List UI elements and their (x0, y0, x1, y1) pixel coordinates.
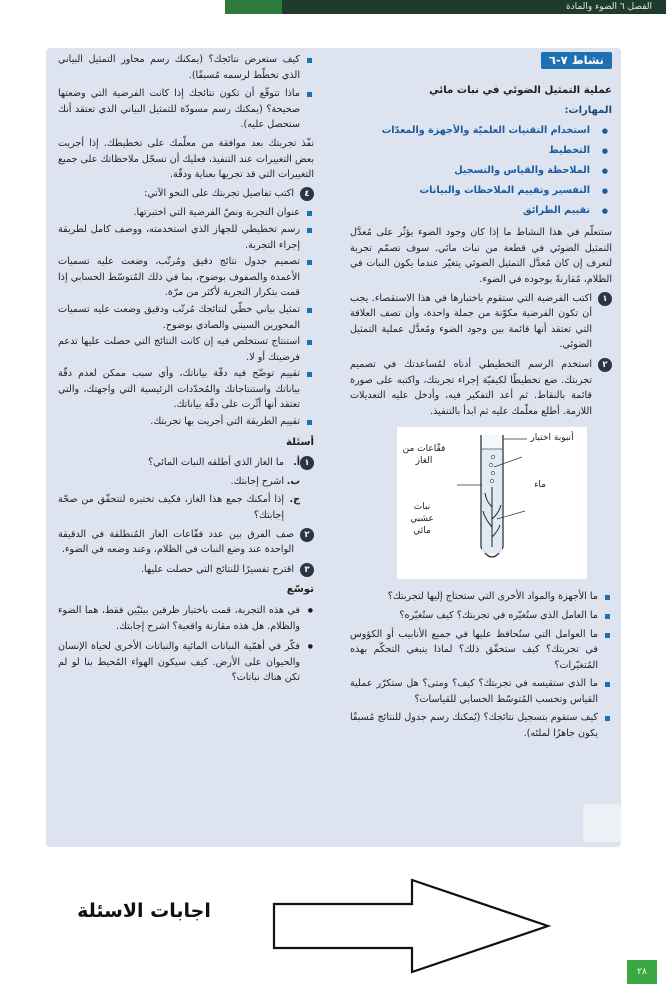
intro-text: ستتعلّم في هذا النشاط ما إذا كان وجود الضوء يؤثّر على مُعدَّل التمثيل الضوئي في قطعة من نبات مائي. سوف تصمّم تجربة لتعرف إن كان مُعدَّل التمثيل الضوئي يتغيّر عندما يكون النبات في الظلام، مُقارنةً بوجوده في الضوء. (350, 227, 612, 285)
list-item: تمثيل بياني خطّي لنتائجك مُرتّب ودقيق وضعت عليه تسميات المحورين السيني والصادي بوضوح. (58, 302, 314, 333)
list-item: ما الذي ستقيسه في تجربتك؟ كيف؟ ومتى؟ هل ستكرّر عملية القياس وتحسب المُتوسّط الحسابي للقياسات؟ (350, 676, 612, 707)
question-letter: ب. (286, 475, 300, 487)
question-number: ٣ (300, 563, 314, 577)
step-text: اكتب تفاصيل تجربتك على النحو الآتي: (144, 187, 294, 199)
right-column (350, 52, 612, 745)
list-item: ماذا تتوقّع أن تكون نتائجك إذا كانت الفرضية التي وضعتها صحيحة؟ (يمكنك رسم مسودّة للتمثيل البياني الذي تعتقد أنك ستحصل عليه). (58, 86, 314, 133)
question-letter: أ. (293, 457, 300, 469)
skill-item: ● تقييم الطرائق (350, 201, 612, 221)
question-text: ما الغاز الذي أطلقه النبات المائي؟ (148, 457, 284, 469)
step-text: استخدم الرسم التخطيطي أدناه لمُساعدتك في تصميم تجربتك. ضع تخطيطًا لكيفيّة إجراء تجربتك، واكتبه على صورة قائمة بالنقاط. ثم أعد التفكير فيه، وأدخل عليه التعديلات اللازمة. أطلع معلّمك عليه ثم ابدأ بالتنفيذ. (350, 358, 592, 417)
list-item: استنتاج تستخلص فيه إن كانت النتائج التي حصلت عليها تدعم فرضيتك أو لا. (58, 334, 314, 365)
extension-list (58, 603, 314, 686)
skill-item: ● استخدام التقنيات العلميّة والأجهزة والمعدّات (350, 121, 612, 141)
test-tube-diagram (397, 427, 587, 579)
activity-title: عملية التمثيل الضوئي في نبات مائي (429, 85, 612, 96)
question-text: اشرح إجابتك. (230, 475, 284, 487)
step-number: ٢ (598, 358, 612, 372)
left-column (58, 52, 314, 691)
skill-item: ● التفسير وتقييم الملاحظات والبيانات (350, 181, 612, 201)
step-2 (350, 357, 612, 419)
skills-heading: المهارات: (564, 104, 612, 116)
skill-item: ● الملاحظة والقياس والتسجيل (350, 161, 612, 181)
breadcrumb: الفصل ٦ الضوء والمادة (565, 2, 652, 12)
step-1 (350, 291, 612, 353)
tube-label: أنبوبة اختبار (530, 433, 574, 444)
list-item: كيف ستقوم بتسجيل نتائجك؟ (يُمكنك رسم جدول للنتائج مُسبقًا يكون جاهزًا لملئه). (350, 710, 612, 741)
question-letter: ج. (289, 494, 300, 506)
list-item: ● في هذه التجربة، قمت باختبار ظرفين بيئيّين فقط، هما الضوء والظلام. هل هذه مقارنة واقعية؟ اشرح إجابتك. (58, 603, 314, 634)
list-item: عنوان التجربة ونصّ الفرضية التي اختبرتها. (58, 205, 314, 221)
questions-heading: أسئلة (285, 436, 314, 448)
extension-heading: توسّع (286, 584, 314, 596)
step-number: ١ (598, 292, 612, 306)
water-label: ماء (534, 480, 546, 491)
list-item: تقييم توضّح فيه دقّة بياناتك، وأي سبب ممكن لعدم دقّة بياناتك واستنتاجاتك والمُحدّدات الرئيسية التي واجهتك، والتي تعتقد أنها أثّرت على دقّة بياناتك. (58, 366, 314, 413)
skill-item: ● التخطيط (350, 141, 612, 161)
activity-tag: نشاط ٧-٦ (541, 52, 612, 69)
question-1c (58, 492, 314, 523)
arrow-right-icon (270, 876, 555, 984)
execute-note: نفّذ تجربتك بعد موافقة من معلّمك على تخطيطك. إذا أجريت بعض التغييرات عند التنفيذ، فعليك أن تسجّل ملاحظاتك على جميع التغييرات التي قد تجريها بعناية ودقّة. (58, 137, 314, 181)
step-4 (58, 186, 314, 202)
presentation-questions (58, 52, 314, 133)
question-text: صف الفرق بين عدد فقّاعات الغاز المُنطلقة في الدقيقة الواحدة عند وضع النبات في الظلام، وعند وضعه في الضوء. (58, 528, 294, 556)
question-2 (58, 527, 314, 558)
question-1a (58, 455, 314, 471)
question-text: إذا أمكنك جمع هذا الغاز، فكيف تختبره لتتحقّق من صحّة إجابتك؟ (58, 494, 284, 522)
question-1b (58, 474, 314, 490)
list-item: ما الأجهزة والمواد الأخرى التي ستحتاج إليها لتجربتك؟ (350, 589, 612, 605)
answers-label: اجابات الاسئلة (77, 900, 211, 922)
list-item: تصميم جدول نتائج دقيق ومُرتّب، وضعت عليه تسميات الأعمدة والصفوف بوضوح، بما في ذلك المُتوسّط الحسابي إذا قمت بتكرار التجربة لأكثر من مرّة. (58, 254, 314, 301)
planning-questions (350, 589, 612, 741)
list-item: ما العامل الذي ستُغيّره في تجربتك؟ كيف ستُغيّره؟ (350, 608, 612, 624)
step-number: ٤ (300, 187, 314, 201)
question-number: ٢ (300, 528, 314, 542)
plant-label: نبات عشبي مائي (410, 502, 434, 537)
question-number: ١ (300, 456, 314, 470)
list-item: كيف ستعرض نتائجك؟ (يمكنك رسم محاور التمثيل البياني الذي تخطّط لرسمه مُسبقًا). (58, 52, 314, 83)
bubbles-label: فقّاعات من الغاز (402, 444, 446, 467)
list-item: ما العوامل التي ستُحافظ عليها في جميع الأنابيب أو الكؤوس في تجربتك؟ كيف ستحقّق ذلك؟ لماذا ينبغي التحكّم بهذه المُتغيّرات؟ (350, 627, 612, 674)
question-3 (58, 562, 314, 578)
list-item: تقييم الطريقة التي أجريت بها تجربتك. (58, 414, 314, 430)
list-item: ● فكّر في أهمّية النباتات المائية والنباتات الأخرى لحياة الإنسان والحيوان على الأرض. كيف سيكون الهواء المُحيط بنا لو لم تكن هناك نباتات؟ (58, 639, 314, 686)
report-checklist (58, 205, 314, 429)
skills-list (350, 121, 612, 221)
list-item: رسم تخطيطي للجهاز الذي استخدمته، ووصف كامل لطريقة إجراء التجربة. (58, 222, 314, 253)
header-bar (282, 0, 666, 14)
question-text: اقترح تفسيرًا للنتائج التي حصلت عليها. (140, 563, 294, 575)
panel-corner (583, 804, 621, 842)
header-accent (225, 0, 282, 14)
page-number: ٢٨ (627, 960, 657, 984)
step-text: اكتب الفرضية التي ستقوم باختبارها في هذا الاستقصاء. يجب أن تكون الفرضية مكوّنة من جملة واحدة، وأن تصف العلاقة التي تعتقد أنها قائمة بين وجود الضوء ومُعدَّل عملية التمثيل الضوئي. (350, 292, 592, 351)
